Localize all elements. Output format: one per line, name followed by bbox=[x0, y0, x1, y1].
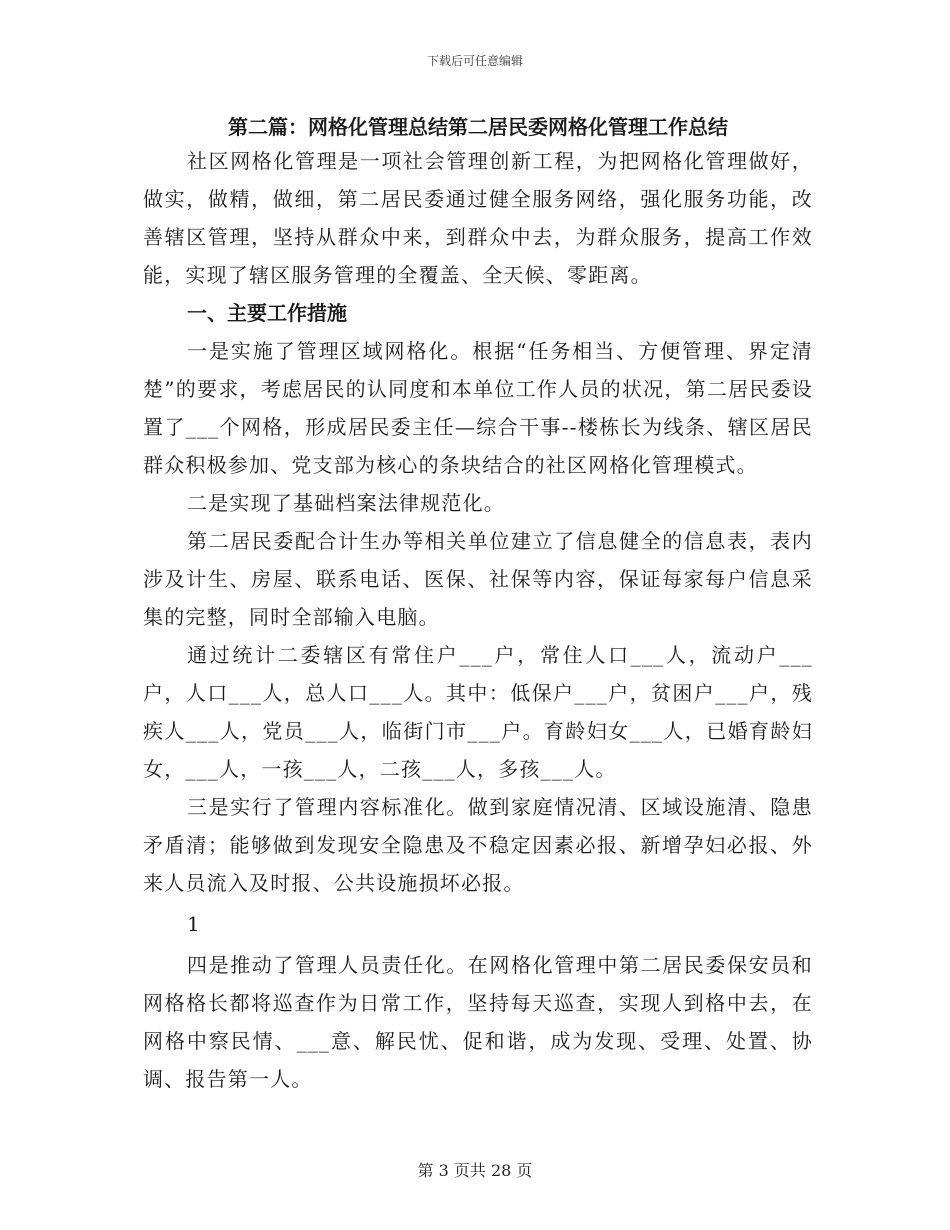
section-heading: 一、主要工作措施 bbox=[187, 301, 347, 325]
paragraph-6: 四是推动了管理人员责任化。在网格化管理中第二居民委保安员和网格格长都将巡查作为日常工作，坚持每天巡查，实现人到格中去，在网格中察民情、___意、解民忧、促和谐，成为发现、受理、处置、协调、报告第一人。 bbox=[143, 953, 813, 1091]
document-title: 第二篇：网格化管理总结第二居民委网格化管理工作总结 bbox=[228, 115, 728, 139]
paragraph-5: 三是实行了管理内容标准化。做到家庭情况清、区域设施清、隐患矛盾清；能够做到发现安全隐患及不稳定因素必报、新增孕妇必报、外来人员流入及时报、公共设施损坏必报。 bbox=[143, 795, 813, 895]
page-footer: 第 3 页共 28 页 bbox=[417, 1161, 533, 1180]
paragraph-4: 通过统计二委辖区有常住户___户，常住人口___人，流动户___户，人口___人，总人口___人。其中：低保户___户，贫困户___户，残疾人___人，党员___人，临街门市___户。育龄妇女___人，已婚育龄妇女，___人，一孩___人，二孩___人，多孩___人。 bbox=[143, 643, 813, 781]
document-body bbox=[143, 100, 813, 1098]
page-header: 下载后可任意编辑 bbox=[426, 54, 523, 68]
paragraph-3: 第二居民委配合计生办等相关单位建立了信息健全的信息表，表内涉及计生、房屋、联系电话、医保、社保等内容，保证每家每户信息采集的完整，同时全部输入电脑。 bbox=[143, 529, 813, 629]
paragraph-2: 二是实现了基础档案法律规范化。 bbox=[187, 491, 505, 515]
intro-paragraph: 社区网格化管理是一项社会管理创新工程，为把网格化管理做好，做实，做精，做细，第二居民委通过健全服务网络，强化服务功能，改善辖区管理，坚持从群众中来，到群众中去，为群众服务，提高工作效能，实现了辖区服务管理的全覆盖、全天候、零距离。 bbox=[143, 149, 813, 287]
inline-page-number: 1 bbox=[187, 912, 200, 936]
paragraph-1: 一是实施了管理区域网格化。根据“任务相当、方便管理、界定清楚”的要求，考虑居民的认同度和本单位工作人员的状况，第二居民委设置了___个网格，形成居民委主任—综合干事--楼栋长为线条、辖区居民群众积极参加、党支部为核心的条块结合的社区网格化管理模式。 bbox=[143, 339, 813, 477]
